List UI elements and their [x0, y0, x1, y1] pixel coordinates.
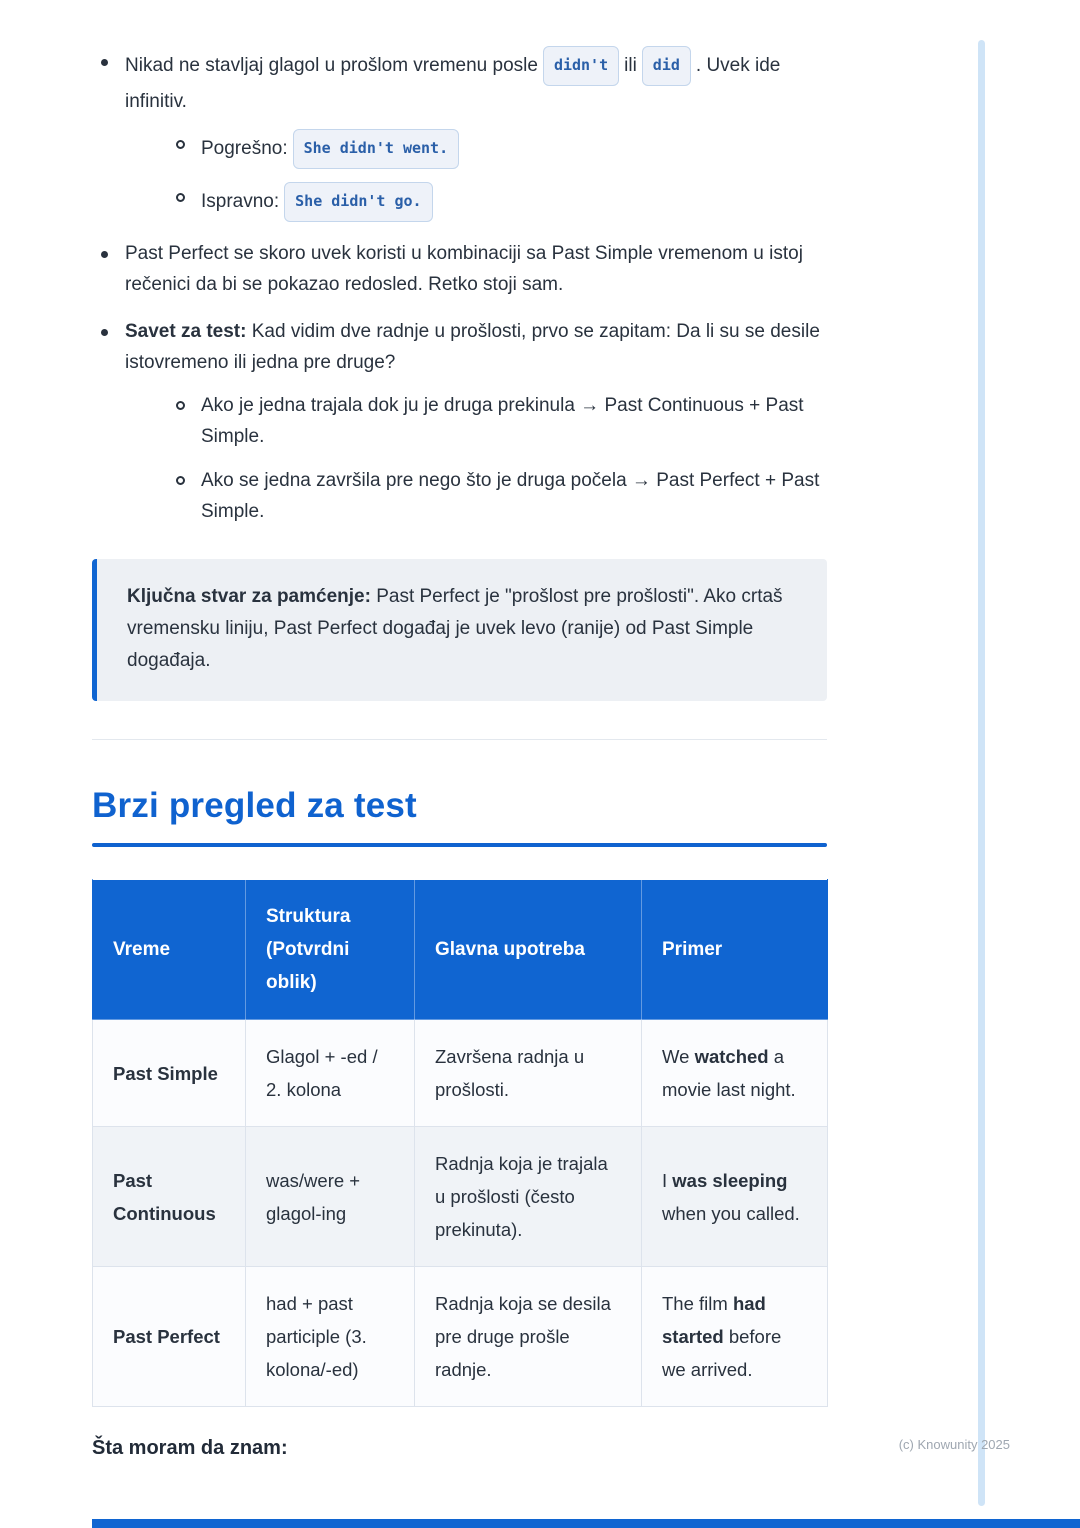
- table-row: [93, 1267, 828, 1407]
- bullet-circle-icon: [176, 401, 185, 410]
- table-cell-struktura: was/were + glagol-ing: [246, 1127, 415, 1267]
- code-chip: She didn't went.: [293, 129, 460, 169]
- table-cell-struktura: Glagol + -ed / 2. kolona: [246, 1020, 415, 1127]
- sub-bullet-list: [168, 129, 827, 222]
- callout-text: Past Perfect je "prošlost pre prošlosti". Ako crtaš vremensku liniju, Past Perfect događaj je uvek levo (ranije) od Past Simple događaja.: [127, 586, 783, 671]
- table-cell-upotreba: Radnja koja je trajala u prošlosti (često prekinuta).: [415, 1127, 642, 1267]
- table-cell-vreme: Past Perfect: [93, 1267, 246, 1407]
- summary-table: [92, 879, 828, 1407]
- bullet-list: [92, 46, 827, 527]
- heading-underline: [92, 843, 827, 847]
- bullet-text-segment: ili: [624, 55, 637, 76]
- sub-bullet-item: [168, 465, 827, 527]
- sub-bullet-item: [168, 129, 827, 169]
- table-header-row: [93, 880, 828, 1020]
- table-cell-upotreba: Završena radnja u prošlosti.: [415, 1020, 642, 1127]
- bullet-bold-lead: Savet za test:: [125, 321, 247, 342]
- callout-title: Ključna stvar za pamćenje:: [127, 586, 371, 607]
- section-heading: Brzi pregled za test: [92, 786, 417, 825]
- table-cell-primer: I was sleeping when you called.: [642, 1127, 828, 1267]
- bullet-text: Past Perfect se skoro uvek koristi u kombinaciji sa Past Simple vremenom u istoj rečenici da bi se pokazao redosled. Retko stoji sam.: [125, 243, 803, 295]
- key-point-callout: [92, 559, 827, 701]
- document-content: [92, 0, 827, 1460]
- table-cell-vreme: Past Simple: [93, 1020, 246, 1127]
- code-chip: did: [642, 46, 691, 86]
- table-row: [93, 1020, 828, 1127]
- table-header-cell: Glavna upotreba: [415, 880, 642, 1020]
- scrollbar-track[interactable]: [978, 40, 985, 1506]
- sub-bullet-item: [168, 182, 827, 222]
- table-cell-struktura: had + past participle (3. kolona/-ed): [246, 1267, 415, 1407]
- bullet-dot-icon: [101, 329, 108, 336]
- table-cell-primer: We watched a movie last night.: [642, 1020, 828, 1127]
- bullet-text-segment: Kad vidim dve radnje u prošlosti, prvo se zapitam: Da li su se desile istovremeno ili jedna pre druge?: [125, 321, 820, 373]
- bullet-text: [125, 316, 827, 527]
- bullet-item: [92, 238, 827, 300]
- sub-bullet-item: [168, 390, 827, 452]
- bullet-dot-icon: [101, 59, 108, 66]
- bullet-dot-icon: [101, 251, 108, 258]
- bullet-circle-icon: [176, 476, 185, 485]
- table-cell-upotreba: Radnja koja se desila pre druge prošle radnje.: [415, 1267, 642, 1407]
- bullet-circle-icon: [176, 140, 185, 149]
- bullet-text: [125, 46, 827, 222]
- bullet-item: [92, 46, 827, 222]
- next-page-top-bar: [92, 1519, 1080, 1528]
- bullet-text-segment: Nikad ne stavljaj glagol u prošlom vremenu posle: [125, 55, 538, 76]
- code-chip: She didn't go.: [284, 182, 432, 222]
- table-cell-vreme: Past Continuous: [93, 1127, 246, 1267]
- bottom-heading: Šta moram da znam:: [92, 1437, 288, 1459]
- bullet-item: [92, 316, 827, 527]
- sub-bullet-label: Ispravno:: [201, 191, 280, 212]
- sub-bullet-text: Ako je jedna trajala dok ju je druga prekinula → Past Continuous + Past Simple.: [201, 395, 804, 447]
- bullet-circle-icon: [176, 193, 185, 202]
- table-row: [93, 1127, 828, 1267]
- sub-bullet-label: Pogrešno:: [201, 138, 288, 159]
- footer-credit: (c) Knowunity 2025: [898, 1437, 1010, 1452]
- table-header-cell: Primer: [642, 880, 828, 1020]
- table-cell-primer: The film had started before we arrived.: [642, 1267, 828, 1407]
- sub-bullet-text: Ako se jedna završila pre nego što je druga počela → Past Perfect + Past Simple.: [201, 470, 820, 522]
- code-chip: didn't: [543, 46, 619, 86]
- table-header-cell: Struktura (Potvrdni oblik): [246, 880, 415, 1020]
- bullet-text-segment: . Uvek ide infinitiv.: [125, 55, 781, 112]
- sub-bullet-list: [168, 390, 827, 527]
- table-header-cell: Vreme: [93, 880, 246, 1020]
- section-divider: [92, 739, 827, 740]
